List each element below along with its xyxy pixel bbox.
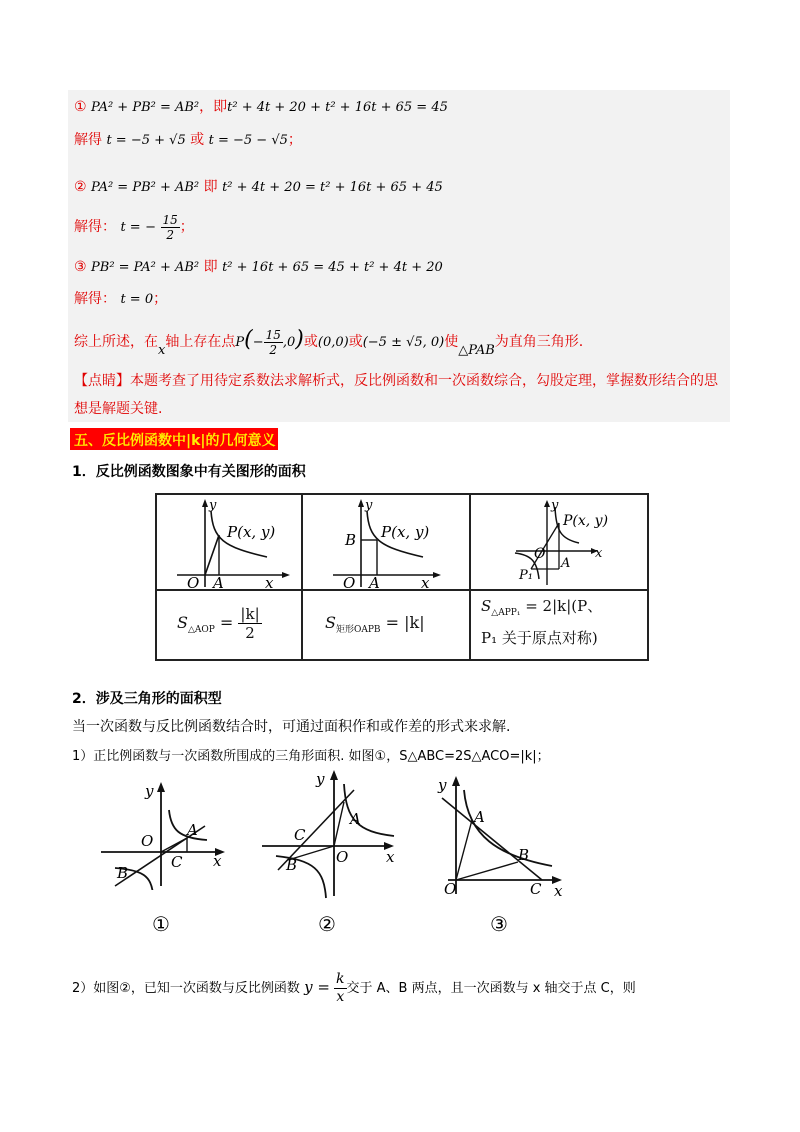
case1-sep: ，即 — [199, 99, 228, 115]
case2-line — [74, 178, 443, 197]
solve1-root-a: t = −5 + √5 — [106, 133, 186, 148]
summary-triangle: △PAB — [458, 343, 495, 358]
case2-equation: PA² = PB² + AB² — [91, 180, 200, 195]
svg-text:O: O — [141, 832, 154, 850]
table-formula-3-line2: P₁ 关于原点对称) — [481, 629, 598, 647]
table-graph-1 — [157, 495, 301, 589]
solve3-end: ； — [153, 291, 168, 307]
solve2-label: 解得： — [74, 219, 116, 235]
svg-text:B: B — [117, 864, 129, 882]
item-2-fraction: $\frac{k}{x}$ — [336, 971, 345, 1005]
summary-or-1: 或 — [303, 334, 318, 350]
svg-text:B: B — [286, 856, 298, 874]
tip-text-2: 想是解题关键. — [74, 401, 163, 417]
svg-text:B: B — [345, 531, 357, 549]
svg-text:A: A — [369, 574, 380, 589]
section-heading-text: 五、反比例函数中|k|的几何意义 — [74, 433, 276, 449]
case2-expression: t² + 4t + 20 = t² + 16t + 65 + 45 — [222, 180, 443, 195]
svg-text:C: C — [530, 880, 542, 898]
solve2-line: 解得： t = − $\frac{15}{2}$ ； — [74, 212, 194, 242]
svg-text:O: O — [444, 880, 457, 898]
item-2-text-b: 交于 A、B 两点，且一次函数与 x 轴交于点 C，则 — [346, 981, 636, 996]
section-heading — [70, 428, 278, 450]
solve3-line — [74, 290, 167, 309]
svg-text:x: x — [386, 848, 395, 866]
figure-3 — [432, 776, 572, 902]
svg-text:y: y — [209, 498, 217, 513]
svg-text:O: O — [534, 546, 546, 562]
table-formula-1: $S_{\triangle AOP}$ = $\frac{|k|}{2}$ — [177, 605, 260, 642]
case3-expression: t² + 16t + 65 = 45 + t² + 4t + 20 — [222, 260, 443, 275]
svg-text:C: C — [294, 826, 306, 844]
case2-marker: ② — [74, 179, 87, 195]
svg-text:y: y — [145, 782, 154, 800]
tip-tag: 【点睛】 — [74, 373, 130, 389]
summary-fraction: $\frac{15}{2}$ — [265, 327, 281, 357]
summary-point-p: P — [235, 335, 245, 350]
paragraph-1: 当一次函数与反比例函数结合时，可通过面积作和或作差的形式来求解. — [72, 719, 511, 735]
svg-text:x: x — [265, 574, 274, 589]
svg-text:x: x — [595, 546, 603, 561]
summary-text-c: 使 — [444, 334, 459, 350]
solve2-t: t = — [120, 220, 141, 235]
svg-text:x: x — [554, 882, 563, 900]
svg-text:y: y — [316, 770, 325, 788]
tip-text-1: 本题考查了用待定系数法求解析式，反比例函数和一次函数综合，勾股定理，掌握数形结合的思 — [130, 373, 718, 389]
figure-3-label: ③ — [490, 912, 508, 936]
svg-text:y: y — [438, 776, 447, 794]
case1-expression: t² + 4t + 20 + t² + 16t + 65 = 45 — [227, 100, 448, 115]
summary-x: x — [158, 343, 166, 358]
svg-text:A: A — [187, 821, 198, 839]
svg-text:x: x — [421, 574, 430, 589]
solve1-label: 解得 — [74, 132, 102, 148]
case1-equation: PA² + PB² = AB² — [91, 100, 200, 115]
svg-text:y: y — [365, 498, 373, 513]
summary-point-3: (−5 ± √5, 0) — [362, 335, 445, 350]
case3-equation: PB² = PA² + AB² — [91, 260, 200, 275]
svg-text:P(x, y): P(x, y) — [227, 523, 276, 541]
figure-1 — [95, 782, 235, 890]
svg-text:C: C — [171, 853, 183, 871]
solve2-fraction: $\frac{15}{2}$ — [162, 212, 178, 242]
solve2-end: ； — [179, 219, 194, 235]
svg-text:A: A — [213, 574, 224, 589]
table-formula-2: $S_{矩形OAPB} = |k|$ — [325, 613, 425, 636]
case1-line — [74, 98, 448, 117]
svg-text:B: B — [518, 846, 530, 864]
tip-line-2 — [74, 400, 162, 418]
case3-sep: 即 — [203, 259, 218, 275]
solve1-end: ； — [287, 132, 302, 148]
case2-sep: 即 — [203, 179, 218, 195]
table-graph-2 — [303, 495, 469, 589]
svg-text:O: O — [343, 574, 356, 589]
summary-text-d: 为直角三角形. — [494, 334, 584, 350]
svg-text:x: x — [213, 852, 222, 870]
subheading-2: 2．涉及三角形的面积型 — [72, 691, 222, 707]
svg-text:P(x, y): P(x, y) — [381, 523, 430, 541]
case3-marker: ③ — [74, 259, 87, 275]
item-2-y: y = — [304, 978, 330, 996]
solve1-root-b: t = −5 − √5 — [208, 133, 288, 148]
svg-text:O: O — [336, 848, 349, 866]
area-table — [155, 493, 649, 661]
svg-text:y: y — [551, 498, 559, 513]
table-graph-3 — [471, 495, 647, 589]
solve3-label: 解得： — [74, 291, 116, 307]
solve1-or: 或 — [190, 132, 205, 148]
figure-1-label: ① — [152, 912, 170, 936]
solve3-t: t = 0 — [120, 292, 154, 307]
svg-text:P(x, y): P(x, y) — [563, 513, 609, 529]
tip-line-1 — [74, 372, 718, 390]
summary-point-origin: (0,0) — [317, 335, 349, 350]
table-formula-3: $S_{\triangle APP_1} = 2|k|(P$、 — [481, 597, 603, 618]
subheading-1: 1．反比例函数图象中有关图形的面积 — [72, 464, 306, 480]
figure-2-label: ② — [318, 912, 336, 936]
summary-text-a: 综上所述，在 — [74, 334, 158, 350]
svg-text:A: A — [474, 808, 485, 826]
summary-line: 综上所述，在x轴上存在点P(− $\frac{15}{2}$ ,0)或(0,0)或(−5 ± √5, 0)使△PAB为直角三角形. — [74, 327, 584, 358]
svg-text:A: A — [561, 556, 571, 571]
case1-marker: ① — [74, 99, 87, 115]
item-1: 1）正比例函数与一次函数所围成的三角形面积. 如图①，S△ABC=2S△ACO=|k|； — [72, 749, 550, 764]
item-2 — [72, 968, 636, 1008]
solve1-line — [74, 131, 302, 150]
figure-2 — [258, 770, 406, 900]
summary-text-b: 轴上存在点 — [165, 334, 236, 350]
case3-line — [74, 258, 443, 277]
summary-or-2: 或 — [348, 334, 363, 350]
svg-text:P₁: P₁ — [519, 568, 533, 583]
item-2-text-a: 2）如图②，已知一次函数与反比例函数 — [72, 981, 300, 996]
svg-text:O: O — [187, 574, 200, 589]
svg-text:A: A — [350, 810, 361, 828]
